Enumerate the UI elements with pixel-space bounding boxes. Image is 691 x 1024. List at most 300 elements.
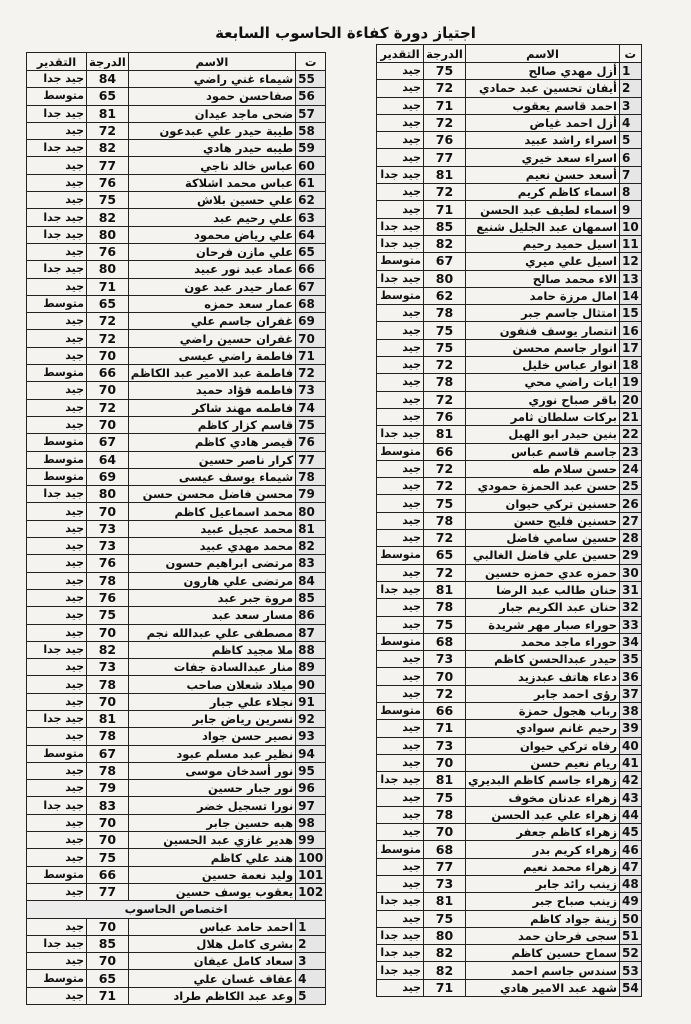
score-cell: 72 xyxy=(424,460,466,477)
row-number: 72 xyxy=(296,365,326,382)
table-row xyxy=(27,192,326,209)
grade-cell: جيد xyxy=(377,97,424,114)
score-cell: 65 xyxy=(87,295,129,312)
score-cell: 65 xyxy=(87,970,129,987)
row-number: 30 xyxy=(619,564,641,581)
student-name: نور جبار حسين xyxy=(128,780,295,797)
row-number: 10 xyxy=(619,218,641,235)
grade-cell: جيد جدا xyxy=(377,962,424,979)
table-row xyxy=(27,607,326,624)
right-table xyxy=(376,44,642,997)
grade-cell: جيد xyxy=(27,157,87,174)
row-number: 59 xyxy=(296,140,326,157)
score-cell: 80 xyxy=(87,486,129,503)
score-cell: 73 xyxy=(87,520,129,537)
grade-cell: جيد جدا xyxy=(377,772,424,789)
student-name: أزل احمد غياض xyxy=(466,114,620,131)
student-name: اسماء كاظم كريم xyxy=(466,184,620,201)
score-cell: 72 xyxy=(424,184,466,201)
row-number: 5 xyxy=(296,987,326,1004)
score-cell: 72 xyxy=(87,399,129,416)
student-name: سجى فرحان حمد xyxy=(466,927,620,944)
student-name: شهد عبد الامير هادي xyxy=(466,979,620,996)
row-number: 89 xyxy=(296,659,326,676)
score-cell: 77 xyxy=(87,157,129,174)
row-number: 76 xyxy=(296,434,326,451)
score-cell: 70 xyxy=(87,918,129,935)
row-number: 5 xyxy=(619,132,641,149)
score-cell: 80 xyxy=(87,261,129,278)
student-name: علي حسين بلاش xyxy=(128,192,295,209)
table-row xyxy=(377,408,642,425)
table-row xyxy=(27,261,326,278)
student-name: نسرين رياض جابر xyxy=(128,710,295,727)
table-row xyxy=(27,71,326,88)
header-num: ت xyxy=(296,53,326,71)
student-name: شيماء يوسف عيسى xyxy=(128,468,295,485)
score-cell: 75 xyxy=(424,322,466,339)
student-name: اسماء لطيف عبد الحسن xyxy=(466,201,620,218)
grade-cell: جيد xyxy=(377,495,424,512)
row-number: 56 xyxy=(296,88,326,105)
row-number: 48 xyxy=(619,875,641,892)
grade-cell: جيد xyxy=(377,357,424,374)
row-number: 37 xyxy=(619,685,641,702)
grade-cell: جيد xyxy=(377,806,424,823)
score-cell: 81 xyxy=(424,893,466,910)
score-cell: 71 xyxy=(87,987,129,1004)
table-row xyxy=(27,503,326,520)
grade-cell: جيد xyxy=(377,858,424,875)
score-cell: 81 xyxy=(424,166,466,183)
row-number: 58 xyxy=(296,122,326,139)
section-header-row xyxy=(27,901,326,918)
section-title: اختصاص الحاسوب xyxy=(27,901,326,918)
student-name: عماد عبد نور عبيد xyxy=(128,261,295,278)
row-number: 57 xyxy=(296,105,326,122)
score-cell: 72 xyxy=(424,391,466,408)
table-row xyxy=(27,243,326,260)
table-row xyxy=(27,693,326,710)
row-number: 3 xyxy=(296,953,326,970)
table-row xyxy=(377,530,642,547)
table-row xyxy=(377,668,642,685)
row-number: 4 xyxy=(296,970,326,987)
grade-cell: متوسط xyxy=(377,841,424,858)
student-name: محمد عجيل عبيد xyxy=(128,520,295,537)
student-name: عمار حيدر عبد عون xyxy=(128,278,295,295)
row-number: 35 xyxy=(619,651,641,668)
score-cell: 85 xyxy=(87,935,129,952)
score-cell: 78 xyxy=(87,762,129,779)
student-name: طيبه حيدر هادي xyxy=(128,140,295,157)
grade-cell: جيد جدا xyxy=(27,710,87,727)
student-name: شيماء غني راضي xyxy=(128,71,295,88)
row-number: 96 xyxy=(296,780,326,797)
header-score: الدرجة xyxy=(87,53,129,71)
grade-cell: جيد xyxy=(377,184,424,201)
table-row xyxy=(27,710,326,727)
row-number: 62 xyxy=(296,192,326,209)
student-name: مسار سعد عبد xyxy=(128,607,295,624)
score-cell: 82 xyxy=(87,140,129,157)
grade-cell: جيد xyxy=(377,149,424,166)
table-row xyxy=(377,979,642,996)
table-row xyxy=(27,538,326,555)
table-row xyxy=(377,166,642,183)
student-name: ريام نعيم حسن xyxy=(466,754,620,771)
grade-cell: جيد xyxy=(377,824,424,841)
student-name: زهراء عدنان مخوف xyxy=(466,789,620,806)
row-number: 41 xyxy=(619,754,641,771)
row-number: 84 xyxy=(296,572,326,589)
grade-cell: جيد جدا xyxy=(27,935,87,952)
table-row xyxy=(27,935,326,952)
header-name: الاسم xyxy=(466,45,620,63)
row-number: 99 xyxy=(296,832,326,849)
grade-cell: جيد xyxy=(377,616,424,633)
student-name: فاطمه فؤاد حميد xyxy=(128,382,295,399)
grade-cell: جيد جدا xyxy=(27,641,87,658)
score-cell: 70 xyxy=(87,693,129,710)
row-number: 64 xyxy=(296,226,326,243)
student-name: مرتضى علي هارون xyxy=(128,572,295,589)
score-cell: 73 xyxy=(424,737,466,754)
table-row xyxy=(27,174,326,191)
grade-cell: جيد xyxy=(27,416,87,433)
row-number: 101 xyxy=(296,866,326,883)
grade-cell: متوسط xyxy=(377,443,424,460)
table-row xyxy=(377,564,642,581)
score-cell: 78 xyxy=(87,676,129,693)
row-number: 91 xyxy=(296,693,326,710)
student-name: فاطمة راضي عيسى xyxy=(128,347,295,364)
student-name: الاء محمد صالح xyxy=(466,270,620,287)
grade-cell: جيد xyxy=(377,478,424,495)
grade-cell: جيد xyxy=(377,685,424,702)
grade-cell: جيد xyxy=(27,330,87,347)
grade-cell: جيد جدا xyxy=(27,797,87,814)
score-cell: 69 xyxy=(87,468,129,485)
row-number: 60 xyxy=(296,157,326,174)
score-cell: 65 xyxy=(424,547,466,564)
table-row xyxy=(377,495,642,512)
grade-cell: جيد xyxy=(377,201,424,218)
grade-cell: متوسط xyxy=(377,633,424,650)
student-name: حوراء ماجد محمد xyxy=(466,633,620,650)
row-number: 86 xyxy=(296,607,326,624)
grade-cell: جيد xyxy=(27,987,87,1004)
row-number: 1 xyxy=(619,63,641,80)
score-cell: 80 xyxy=(424,270,466,287)
grade-cell: متوسط xyxy=(377,253,424,270)
student-name: حسنين تركي حيوان xyxy=(466,495,620,512)
row-number: 47 xyxy=(619,858,641,875)
student-name: احمد قاسم يعقوب xyxy=(466,97,620,114)
student-name: احمد حامد عباس xyxy=(128,918,295,935)
score-cell: 73 xyxy=(87,538,129,555)
row-number: 14 xyxy=(619,287,641,304)
score-cell: 82 xyxy=(424,962,466,979)
student-name: حوراء صبار مهر شريدة xyxy=(466,616,620,633)
score-cell: 76 xyxy=(87,555,129,572)
grade-cell: جيد xyxy=(27,676,87,693)
student-name: مرتضى ابراهيم حسون xyxy=(128,555,295,572)
row-number: 22 xyxy=(619,426,641,443)
table-row xyxy=(377,893,642,910)
score-cell: 75 xyxy=(424,495,466,512)
student-name: زهراء كاظم جعفر xyxy=(466,824,620,841)
table-row xyxy=(377,374,642,391)
row-number: 95 xyxy=(296,762,326,779)
student-name: زهراء محمد نعيم xyxy=(466,858,620,875)
score-cell: 81 xyxy=(424,581,466,598)
score-cell: 77 xyxy=(424,149,466,166)
table-row xyxy=(27,330,326,347)
student-name: نجلاء علي جبار xyxy=(128,693,295,710)
grade-cell: جيد xyxy=(377,408,424,425)
student-name: بشرى كامل هلال xyxy=(128,935,295,952)
score-cell: 75 xyxy=(87,849,129,866)
grade-cell: جيد xyxy=(377,305,424,322)
row-number: 7 xyxy=(619,166,641,183)
row-number: 87 xyxy=(296,624,326,641)
table-row xyxy=(377,270,642,287)
row-number: 73 xyxy=(296,382,326,399)
table-row xyxy=(27,365,326,382)
table-row xyxy=(377,287,642,304)
student-name: انتصار يوسف فنفون xyxy=(466,322,620,339)
table-row xyxy=(377,616,642,633)
table-row xyxy=(377,962,642,979)
grade-cell: متوسط xyxy=(27,365,87,382)
score-cell: 76 xyxy=(424,408,466,425)
student-name: رباب هجول حمزة xyxy=(466,702,620,719)
score-cell: 78 xyxy=(87,572,129,589)
header-grade: التقدير xyxy=(377,45,424,63)
grade-cell: جيد xyxy=(27,780,87,797)
table-row xyxy=(27,399,326,416)
grade-cell: جيد xyxy=(27,538,87,555)
student-name: زهراء جاسم كاظم البديري xyxy=(466,772,620,789)
score-cell: 70 xyxy=(87,416,129,433)
row-number: 8 xyxy=(619,184,641,201)
score-cell: 67 xyxy=(87,745,129,762)
grade-cell: جيد xyxy=(377,339,424,356)
table-row xyxy=(27,347,326,364)
table-row xyxy=(377,875,642,892)
row-number: 40 xyxy=(619,737,641,754)
student-name: بنين حيدر ابو الهيل xyxy=(466,426,620,443)
grade-cell: جيد xyxy=(377,754,424,771)
table-row xyxy=(377,80,642,97)
row-number: 27 xyxy=(619,512,641,529)
student-name: زينة جواد كاظم xyxy=(466,910,620,927)
score-cell: 75 xyxy=(424,910,466,927)
grade-cell: متوسط xyxy=(27,434,87,451)
grade-cell: متوسط xyxy=(27,88,87,105)
table-row xyxy=(377,685,642,702)
grade-cell: جيد xyxy=(27,243,87,260)
score-cell: 76 xyxy=(87,243,129,260)
grade-cell: جيد xyxy=(27,278,87,295)
table-row xyxy=(377,806,642,823)
row-number: 94 xyxy=(296,745,326,762)
score-cell: 82 xyxy=(87,209,129,226)
grade-cell: جيد جدا xyxy=(377,927,424,944)
score-cell: 72 xyxy=(424,530,466,547)
table-row xyxy=(377,720,642,737)
row-number: 32 xyxy=(619,599,641,616)
score-cell: 78 xyxy=(87,728,129,745)
grade-cell: جيد xyxy=(377,599,424,616)
student-name: امتثال جاسم جبر xyxy=(466,305,620,322)
grade-cell: جيد xyxy=(27,832,87,849)
grade-cell: جيد xyxy=(377,668,424,685)
row-number: 85 xyxy=(296,589,326,606)
table-row xyxy=(377,253,642,270)
student-name: فاطمه مهند شاكر xyxy=(128,399,295,416)
grade-cell: جيد xyxy=(27,503,87,520)
grade-cell: جيد xyxy=(27,174,87,191)
student-name: رؤى احمد جابر xyxy=(466,685,620,702)
row-number: 2 xyxy=(296,935,326,952)
row-number: 83 xyxy=(296,555,326,572)
table-row xyxy=(27,416,326,433)
row-number: 82 xyxy=(296,538,326,555)
row-number: 78 xyxy=(296,468,326,485)
table-row xyxy=(377,858,642,875)
score-cell: 81 xyxy=(424,426,466,443)
student-name: كرار ناصر حسين xyxy=(128,451,295,468)
table-row xyxy=(27,572,326,589)
student-name: فاطمة عبد الامير عبد الكاظم xyxy=(128,365,295,382)
grade-cell: متوسط xyxy=(27,451,87,468)
score-cell: 70 xyxy=(424,668,466,685)
row-number: 69 xyxy=(296,313,326,330)
row-number: 53 xyxy=(619,962,641,979)
row-number: 68 xyxy=(296,295,326,312)
table-row xyxy=(27,451,326,468)
student-name: حيدر عبدالحسن كاظم xyxy=(466,651,620,668)
student-name: ايات راضي محي xyxy=(466,374,620,391)
table-row xyxy=(27,641,326,658)
row-number: 6 xyxy=(619,149,641,166)
row-number: 46 xyxy=(619,841,641,858)
score-cell: 81 xyxy=(424,772,466,789)
student-name: أيفان تحسين عبد حمادي xyxy=(466,80,620,97)
row-number: 20 xyxy=(619,391,641,408)
student-name: حمزه عدي حمزه حسين xyxy=(466,564,620,581)
grade-cell: جيد xyxy=(27,814,87,831)
grade-cell: جيد xyxy=(27,659,87,676)
student-name: اسراء راشد عبيد xyxy=(466,132,620,149)
table-row xyxy=(377,772,642,789)
table-row xyxy=(377,149,642,166)
row-number: 4 xyxy=(619,114,641,131)
grade-cell: متوسط xyxy=(377,547,424,564)
row-number: 88 xyxy=(296,641,326,658)
table-row xyxy=(27,122,326,139)
student-name: رفاه تركي حيوان xyxy=(466,737,620,754)
table-row xyxy=(377,824,642,841)
grade-cell: جيد xyxy=(377,720,424,737)
header-grade: التقدير xyxy=(27,53,87,71)
table-row xyxy=(27,555,326,572)
row-number: 15 xyxy=(619,305,641,322)
table-row xyxy=(27,832,326,849)
student-name: بركات سلطان ثامر xyxy=(466,408,620,425)
table-row xyxy=(377,114,642,131)
table-row xyxy=(27,676,326,693)
score-cell: 75 xyxy=(87,607,129,624)
grade-cell: جيد جدا xyxy=(27,209,87,226)
table-row xyxy=(377,132,642,149)
table-row xyxy=(377,305,642,322)
table-row xyxy=(27,486,326,503)
table-row xyxy=(27,140,326,157)
row-number: 36 xyxy=(619,668,641,685)
student-name: انوار عباس خليل xyxy=(466,357,620,374)
row-number: 90 xyxy=(296,676,326,693)
score-cell: 70 xyxy=(424,754,466,771)
table-row xyxy=(27,278,326,295)
student-name: أزل مهدي صالح xyxy=(466,63,620,80)
grade-cell: جيد جدا xyxy=(27,140,87,157)
row-number: 21 xyxy=(619,408,641,425)
grade-cell: جيد xyxy=(27,624,87,641)
table-row xyxy=(27,624,326,641)
header-score: الدرجة xyxy=(424,45,466,63)
table-row xyxy=(27,866,326,883)
grade-cell: جيد xyxy=(377,789,424,806)
score-cell: 75 xyxy=(424,616,466,633)
left-table-body xyxy=(27,71,326,1005)
row-number: 70 xyxy=(296,330,326,347)
score-cell: 72 xyxy=(424,80,466,97)
row-number: 51 xyxy=(619,927,641,944)
student-name: وليد نعمة حسين xyxy=(128,866,295,883)
table-row xyxy=(27,589,326,606)
grade-cell: جيد xyxy=(27,589,87,606)
table-row xyxy=(377,218,642,235)
student-name: انوار جاسم محسن xyxy=(466,339,620,356)
score-cell: 82 xyxy=(424,235,466,252)
student-name: هبه حسين جابر xyxy=(128,814,295,831)
grade-cell: جيد xyxy=(27,953,87,970)
grade-cell: جيد xyxy=(377,737,424,754)
table-row xyxy=(27,797,326,814)
grade-cell: جيد xyxy=(27,399,87,416)
student-name: محمد مهدي عبيد xyxy=(128,538,295,555)
score-cell: 67 xyxy=(87,434,129,451)
score-cell: 64 xyxy=(87,451,129,468)
score-cell: 79 xyxy=(87,780,129,797)
score-cell: 78 xyxy=(424,512,466,529)
score-cell: 71 xyxy=(424,979,466,996)
student-name: ضحى ماجد عيدان xyxy=(128,105,295,122)
table-row xyxy=(377,478,642,495)
student-name: قاسم كزار كاظم xyxy=(128,416,295,433)
score-cell: 70 xyxy=(87,347,129,364)
student-name: دعاء هاتف عبدزيد xyxy=(466,668,620,685)
table-row xyxy=(27,88,326,105)
score-cell: 77 xyxy=(424,858,466,875)
row-number: 38 xyxy=(619,702,641,719)
grade-cell: جيد xyxy=(377,374,424,391)
right-table-body xyxy=(377,63,642,997)
table-row xyxy=(377,339,642,356)
